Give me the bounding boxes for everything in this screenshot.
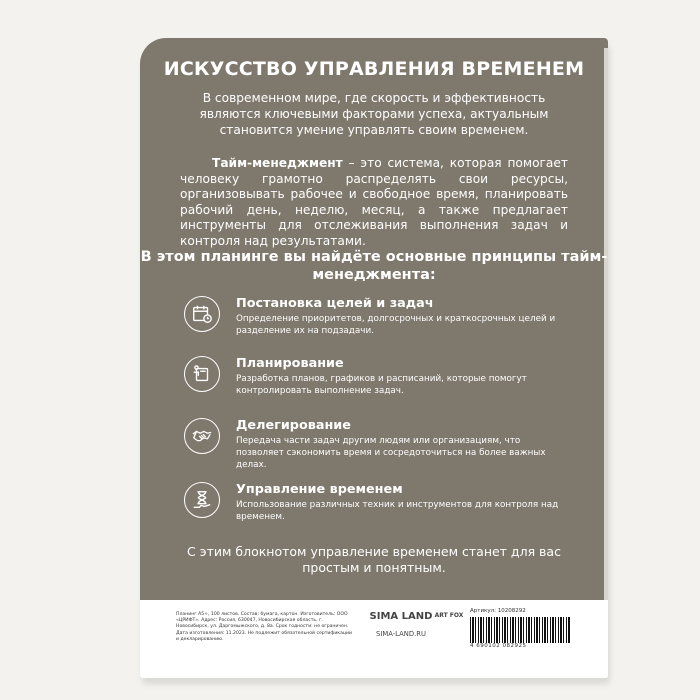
sima-land-logo xyxy=(366,612,436,638)
principle-desc: Использование различных техник и инструментов для контроля над временем. xyxy=(236,500,559,522)
principle-title: Постановка целей и задач xyxy=(236,296,434,311)
closing-text: С этим блокнотом управление временем станет для вас простым и понятным. xyxy=(187,544,561,575)
calendar-icon xyxy=(184,296,220,332)
cover-title: ИСКУССТВО УПРАВЛЕНИЯ ВРЕМЕНЕМ xyxy=(163,58,585,80)
sima-land-wordmark: SIMA LAND xyxy=(369,611,433,622)
hourglass-icon xyxy=(184,482,220,518)
legal-info: Планинг А5+, 100 листов. Состав: бумага, картон. Изготовитель: ООО «ЦРИФТ». Адрес: Россия, 630047, Новосибирская область, г. Новосибирск, ул. Даргомыжского, д. 8а. Срок годности: не ограничен. Дата изготовления: 11.2023. Не подлежит обязательной сертификации и декларированию. xyxy=(176,612,352,642)
handshake-icon xyxy=(184,418,220,454)
intro-paragraph: В современном мире, где скорость и эффективность являются ключевыми факторами успеха, актуальным становится умение управлять своим временем. xyxy=(199,91,549,137)
principle-desc: Разработка планов, графиков и расписаний, которые помогут контролировать выполнение задач. xyxy=(236,374,527,396)
principle-desc: Передача части задач другим людям или организациям, что позволяет сэкономить время и сосредоточиться на более важных делах. xyxy=(236,436,546,470)
principles-subheading: В этом планинге вы найдёте основные принципы тайм-менеджмента: xyxy=(140,249,608,283)
barcode-number: 4 690102 082925 xyxy=(470,643,527,649)
page-edge xyxy=(604,48,608,678)
principle-title: Планирование xyxy=(236,356,344,371)
tm-definition: – это система, которая помогает человеку грамотно распределять свои ресурсы, организовывать рабочее и свободное время, планировать рабочий день, неделю, месяц, а также предлагает инструменты для отслеживания выполнения задач и контроля над результатами. xyxy=(180,156,568,248)
principle-title: Делегирование xyxy=(236,418,351,433)
sima-land-url: SIMA-LAND.RU xyxy=(376,630,426,638)
barcode xyxy=(470,617,570,643)
tm-term: Тайм-менеджмент xyxy=(212,156,343,170)
planning-icon xyxy=(184,356,220,392)
barcode-block xyxy=(470,608,570,649)
principle-title: Управление временем xyxy=(236,482,403,497)
planner-back-cover xyxy=(140,38,608,678)
principle-desc: Определение приоритетов, долгосрочных и краткосрочных целей и разделение их на подзадачи. xyxy=(236,314,556,336)
cover-footer xyxy=(140,600,608,678)
article-number: Артикул: 10208292 xyxy=(470,608,526,614)
time-management-paragraph xyxy=(180,156,568,249)
art-fox-logo: ART FOX xyxy=(434,612,464,619)
